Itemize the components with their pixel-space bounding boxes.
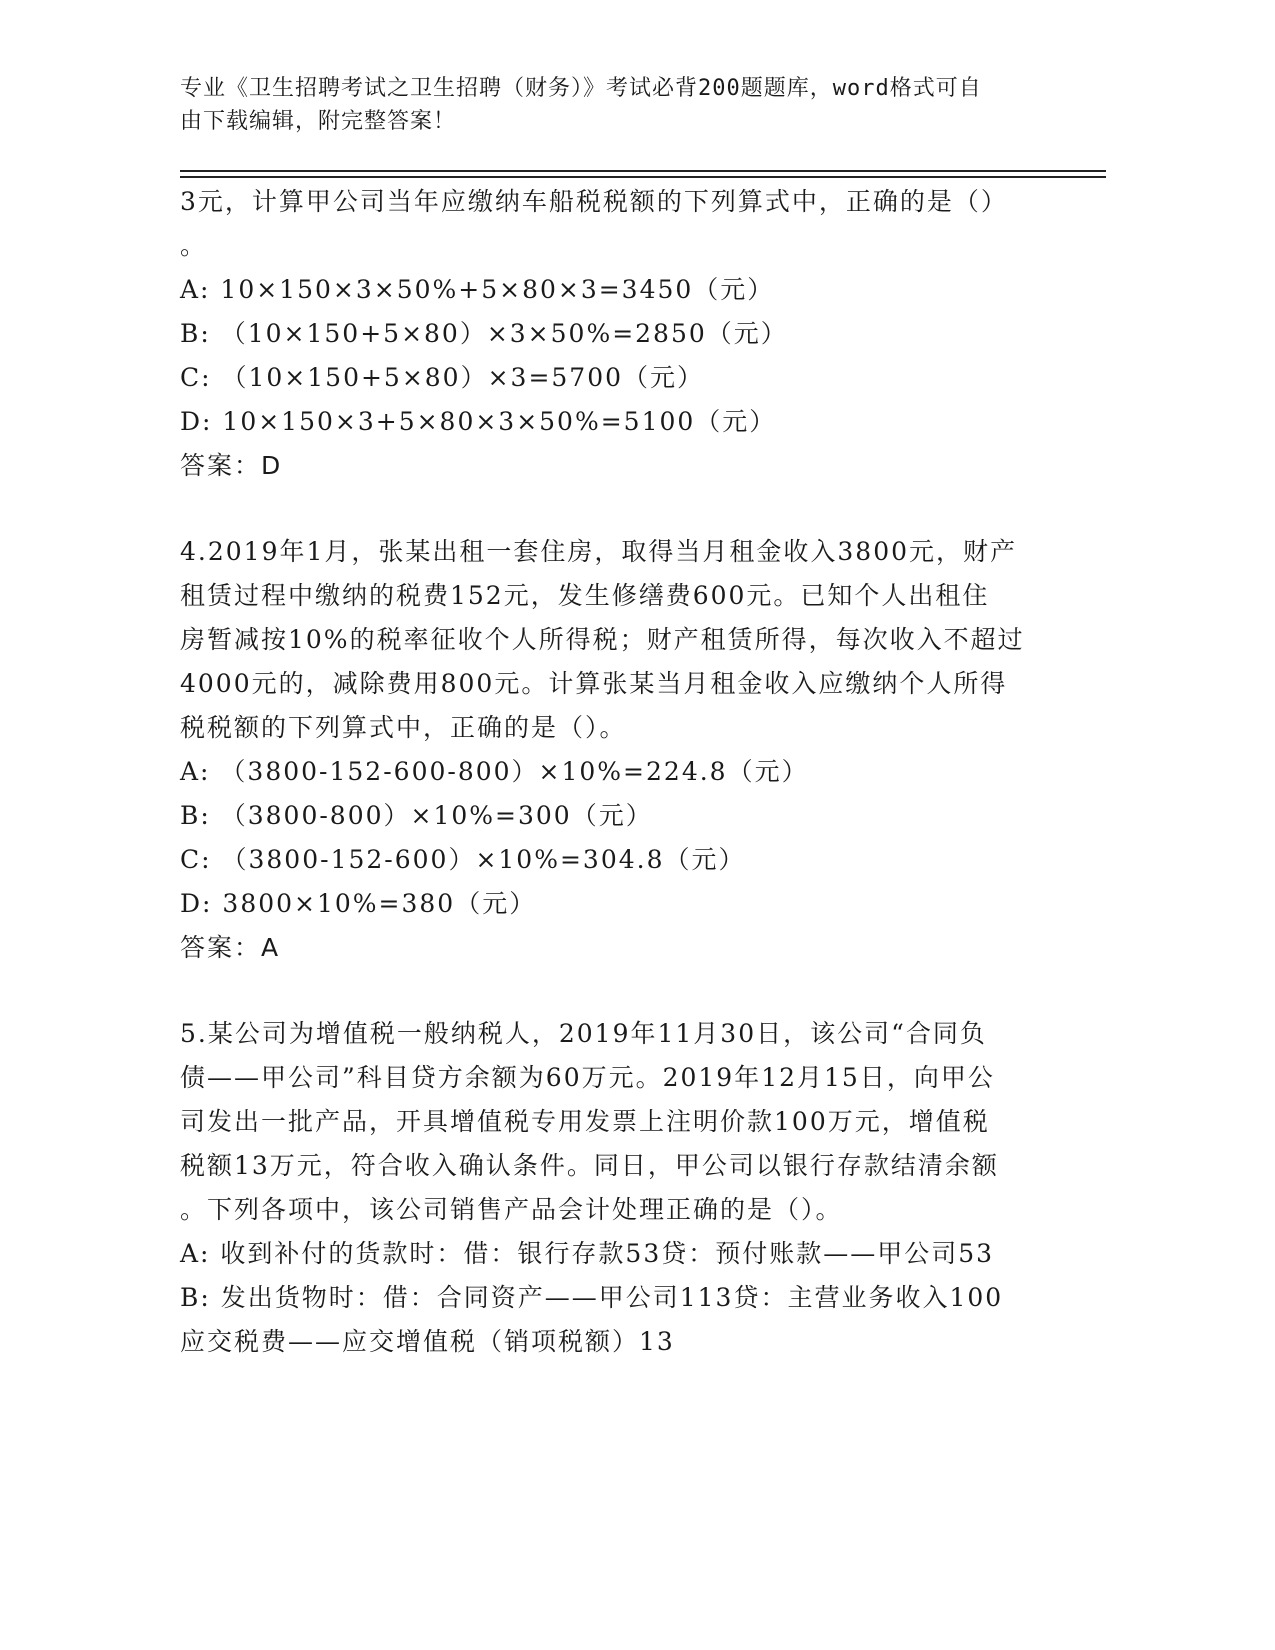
header-divider-top [180,170,1106,172]
header-line: 由下载编辑，附完整答案！ [180,109,457,134]
question-stem-line: 。 [180,231,208,260]
question-stem-line: 债——甲公司”科目贷方余额为60万元。2019年12月15日，向甲公 [180,1063,995,1092]
question-stem-line: 房暂减按10%的税率征收个人所得税；财产租赁所得，每次收入不超过 [180,625,1025,654]
question-spacer [180,970,1060,1012]
question-5 [180,1012,1060,1364]
header-line: 专业《卫生招聘考试之卫生招聘（财务）》考试必背200题题库，word格式可自 [180,76,982,101]
question-stem-line: 4.2019年1月，张某出租一套住房，取得当月租金收入3800元，财产 [180,537,1018,566]
question-stem-line: 5.某公司为增值税一般纳税人，2019年11月30日，该公司“合同负 [180,1019,987,1048]
question-stem-line: 3元，计算甲公司当年应缴纳车船税税额的下列算式中，正确的是（） [180,187,1008,216]
option-a: A: 收到补付的货款时：借：银行存款53贷：预付账款——甲公司53 [180,1239,995,1268]
answer: 答案：D [180,451,283,480]
option-a: A: （3800-152-600-800）×10%=224.8（元） [180,757,809,786]
question-stem-line: 税税额的下列算式中，正确的是（）。 [180,713,627,742]
option-a: A: 10×150×3×50%+5×80×3=3450（元） [180,275,775,304]
option-b: B: 发出货物时：借：合同资产——甲公司113贷：主营业务收入100 [180,1283,1004,1312]
answer: 答案：A [180,933,281,962]
question-4 [180,530,1060,970]
option-c: C: （3800-152-600）×10%=304.8（元） [180,845,746,874]
option-c: C: （10×150+5×80）×3=5700（元） [180,363,705,392]
question-3 [180,180,1060,488]
question-spacer [180,488,1060,530]
question-stem-line: 税额13万元，符合收入确认条件。同日，甲公司以银行存款结清余额 [180,1151,999,1180]
option-b-continued: 应交税费——应交增值税（销项税额）13 [180,1327,675,1356]
document-header [180,72,1040,138]
question-stem-line: 。下列各项中，该公司销售产品会计处理正确的是（）。 [180,1195,843,1224]
question-stem-line: 租赁过程中缴纳的税费152元，发生修缮费600元。已知个人出租住 [180,581,990,610]
option-b: B: （10×150+5×80）×3×50%=2850（元） [180,319,788,348]
option-b: B: （3800-800）×10%=300（元） [180,801,653,830]
option-d: D: 10×150×3+5×80×3×50%=5100（元） [180,407,777,436]
question-stem-line: 4000元的，减除费用800元。计算张某当月租金收入应缴纳个人所得 [180,669,1008,698]
header-divider-bottom [180,176,1106,178]
option-d: D: 3800×10%=380（元） [180,889,537,918]
question-stem-line: 司发出一批产品，开具增值税专用发票上注明价款100万元，增值税 [180,1107,990,1136]
document-body [180,180,1060,1364]
